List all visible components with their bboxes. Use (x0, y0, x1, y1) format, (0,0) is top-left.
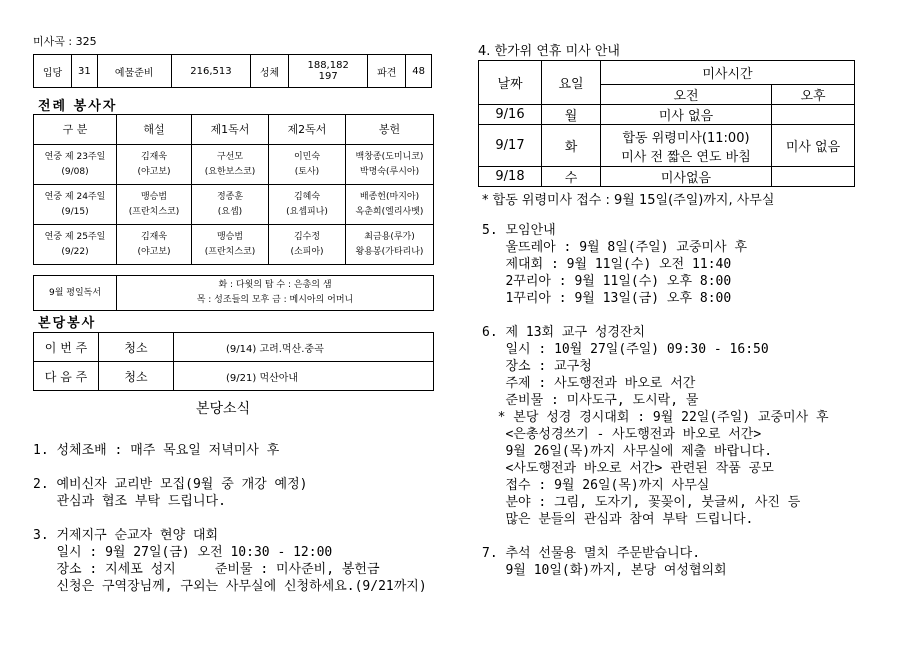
liturgy-period-line: 연중 제 24주일 (44, 191, 106, 202)
liturgy-row (34, 225, 434, 265)
liturgy-period-line: (9/08) (61, 166, 89, 177)
col-period: 구 분 (34, 115, 117, 145)
liturgy-table (33, 114, 434, 265)
liturgy-reading1-line: 맹승범 (216, 231, 244, 242)
liturgy-commentary-line: 김재욱 (140, 151, 168, 162)
liturgy-reading1-line: (요셉) (217, 206, 243, 217)
liturgy-offertory-line: 최금용(루가) (364, 231, 415, 242)
notice-gap (33, 510, 427, 527)
communion-label: 성체 (251, 55, 289, 88)
communion-value-1: 188,182 (307, 60, 349, 71)
liturgy-cell-commentary (117, 225, 192, 265)
liturgy-cell-reading1 (192, 145, 269, 185)
liturgy-cell-reading1 (192, 225, 269, 265)
notice-line: 일시 : 9월 27일(금) 오전 10:30 - 12:00 (33, 545, 333, 560)
notice-gap (482, 528, 829, 545)
notice-line: 많은 분들의 관심과 참여 부탁 드립니다. (482, 512, 754, 527)
liturgy-reading2-line: 김혜숙 (293, 191, 321, 202)
chuseok-note: * 합동 위령미사 접수 : 9월 15일(주일)까지, 사무실 (482, 193, 775, 208)
weekday-label: 9월 평일독서 (34, 276, 117, 311)
liturgy-cell-period (34, 225, 117, 265)
notice-line: 9월 10일(화)까지, 본당 여성협의회 (482, 563, 727, 578)
pm-cell (772, 167, 855, 187)
date-cell: 9/18 (479, 167, 542, 187)
liturgy-period-line: 연중 제 23주일 (44, 151, 106, 162)
liturgy-cell-period (34, 185, 117, 225)
liturgy-cell-offertory (346, 145, 434, 185)
communion-value-2: 197 (318, 71, 338, 82)
am-cell (601, 125, 772, 167)
right-notice-list (482, 222, 829, 579)
liturgy-reading1-line: (요한보스코) (204, 166, 256, 177)
liturgy-cell-offertory (346, 185, 434, 225)
date-cell: 9/16 (479, 105, 542, 125)
entrance-label: 입당 (34, 55, 72, 88)
offertory-label: 예물준비 (97, 55, 171, 88)
liturgy-title: 전례 봉사자 (38, 99, 118, 114)
notice-line: 장소 : 지세포 성지 준비물 : 미사준비, 봉헌금 (33, 562, 380, 577)
liturgy-cell-reading2 (269, 185, 346, 225)
weekday-line-1: 화 : 다윗의 탑 수 : 은총의 샘 (218, 280, 332, 290)
liturgy-row (34, 145, 434, 185)
notice-line: 주제 : 사도행전과 바오로 서간 (482, 376, 696, 391)
liturgy-reading1-line: 정종훈 (216, 191, 244, 202)
week-label: 이 번 주 (34, 333, 99, 362)
mass-count: 미사곡 : 325 (33, 35, 97, 48)
col-date: 날짜 (479, 61, 542, 105)
weekday-reading-table (33, 275, 434, 311)
liturgy-cell-period (34, 145, 117, 185)
liturgy-cell-commentary (117, 145, 192, 185)
liturgy-cell-reading2 (269, 145, 346, 185)
notice-line: 울뜨레아 : 9월 8일(주일) 교중미사 후 (482, 240, 748, 255)
col-commentary: 해설 (117, 115, 192, 145)
notice-line: 9월 26일(목)까지 사무실에 제출 바랍니다. (482, 444, 773, 459)
notice-line: 접수 : 9월 26일(목)까지 사무실 (482, 478, 710, 493)
day-cell: 화 (542, 125, 601, 167)
am-cell: 미사 없음 (601, 105, 772, 125)
col-day: 요일 (542, 61, 601, 105)
liturgy-reading2-line: (요셉피나) (286, 206, 328, 217)
notice-line: 제대회 : 9월 11일(수) 오전 11:40 (482, 257, 732, 272)
notice-heading: 1. 성체조배 : 매주 목요일 저녁미사 후 (33, 443, 280, 458)
col-mass-time: 미사시간 (601, 61, 855, 85)
notice-heading: 3. 거제지구 순교자 현양 대회 (33, 528, 219, 543)
am-line-1: 합동 위령미사(11:00) (622, 130, 750, 146)
liturgy-reading2-line: (토사) (294, 166, 320, 177)
liturgy-cell-commentary (117, 185, 192, 225)
cleaning-title: 본당봉사 (38, 316, 97, 331)
task-detail: (9/14) 고려.먹산.중곡 (174, 333, 434, 362)
liturgy-cell-reading1 (192, 185, 269, 225)
liturgy-reading2-line: (소피아) (290, 246, 324, 257)
notice-line: 신청은 구역장님께, 구외는 사무실에 신청하세요.(9/21까지) (33, 579, 427, 594)
day-cell: 월 (542, 105, 601, 125)
liturgy-commentary-line: (프란치스코) (128, 206, 180, 217)
date-cell: 9/17 (479, 125, 542, 167)
week-label: 다 음 주 (34, 362, 99, 391)
liturgy-offertory-line: 배종헌(마지아) (359, 191, 420, 202)
liturgy-commentary-line: 맹승범 (140, 191, 168, 202)
dismissal-label: 파견 (368, 55, 406, 88)
notice-gap (482, 307, 829, 324)
liturgy-commentary-line: 김재욱 (140, 231, 168, 242)
notice-gap (33, 459, 427, 476)
notice-line: 관심과 협조 부탁 드립니다. (33, 494, 226, 509)
pm-cell: 미사 없음 (772, 125, 855, 167)
notice-heading: 7. 추석 선물용 멸치 주문받습니다. (482, 546, 701, 561)
offering-table (33, 54, 432, 88)
liturgy-offertory-line: 백창종(도미니코) (355, 151, 424, 162)
liturgy-period-line: (9/15) (61, 206, 89, 217)
news-title: 본당소식 (196, 401, 251, 417)
liturgy-commentary-line: (야고보) (137, 166, 171, 177)
liturgy-offertory-line: 왕용봉(가타리나) (355, 246, 424, 257)
pm-cell (772, 105, 855, 125)
weekday-lines (117, 276, 434, 311)
task-label: 청소 (99, 362, 174, 391)
liturgy-period-line: (9/22) (61, 246, 89, 257)
task-detail: (9/21) 먹산아내 (174, 362, 434, 391)
liturgy-reading2-line: 이민숙 (293, 151, 321, 162)
liturgy-row (34, 185, 434, 225)
notice-line: <사도행전과 바오로 서간> 관련된 작품 공모 (482, 461, 774, 476)
col-reading2: 제2독서 (269, 115, 346, 145)
notice-line: 2꾸리아 : 9월 11일(수) 오후 8:00 (482, 274, 732, 289)
notice-heading: 6. 제 13회 교구 성경잔치 (482, 325, 646, 340)
am-cell: 미사없음 (601, 167, 772, 187)
notice-line: 일시 : 10월 27일(주일) 09:30 - 16:50 (482, 342, 769, 357)
notice-line: 장소 : 교구청 (482, 359, 592, 374)
dismissal-value: 48 (406, 55, 432, 88)
task-label: 청소 (99, 333, 174, 362)
liturgy-cell-offertory (346, 225, 434, 265)
notice-heading: 5. 모임안내 (482, 223, 556, 238)
communion-value (289, 55, 368, 88)
notice-heading: 2. 예비신자 교리반 모집(9월 중 개강 예정) (33, 477, 308, 492)
entrance-value: 31 (72, 55, 98, 88)
liturgy-reading2-line: 김수정 (293, 231, 321, 242)
offertory-value: 216,513 (171, 55, 250, 88)
liturgy-cell-reading2 (269, 225, 346, 265)
chuseok-title: 4. 한가위 연휴 미사 안내 (478, 44, 620, 59)
liturgy-offertory-line: 박명숙(루시아) (359, 166, 420, 177)
day-cell: 수 (542, 167, 601, 187)
notice-line: 분야 : 그림, 도자기, 꽃꽂이, 붓글씨, 사진 등 (482, 495, 801, 510)
liturgy-reading1-line: (프란치스코) (204, 246, 256, 257)
liturgy-commentary-line: (야고보) (137, 246, 171, 257)
notice-line: * 본당 성경 경시대회 : 9월 22일(주일) 교중미사 후 (482, 410, 829, 425)
col-offertory: 봉헌 (346, 115, 434, 145)
liturgy-period-line: 연중 제 25주일 (44, 231, 106, 242)
am-line-2: 미사 전 짧은 연도 바침 (621, 149, 751, 165)
notice-line: 준비물 : 미사도구, 도시락, 물 (482, 393, 699, 408)
left-notice-list (33, 442, 427, 595)
weekday-line-2: 목 : 성조들의 모후 금 : 메시아의 어머니 (196, 295, 354, 305)
chuseok-table (478, 60, 855, 187)
col-am: 오전 (601, 85, 772, 105)
col-reading1: 제1독서 (192, 115, 269, 145)
cleaning-table (33, 332, 434, 391)
notice-line: 1꾸리아 : 9월 13일(금) 오후 8:00 (482, 291, 732, 306)
liturgy-reading1-line: 구선모 (216, 151, 244, 162)
notice-line: <은총성경쓰기 - 사도행전과 바오로 서간> (482, 427, 762, 442)
col-pm: 오후 (772, 85, 855, 105)
liturgy-offertory-line: 옥춘희(엘리사벳) (355, 206, 424, 217)
